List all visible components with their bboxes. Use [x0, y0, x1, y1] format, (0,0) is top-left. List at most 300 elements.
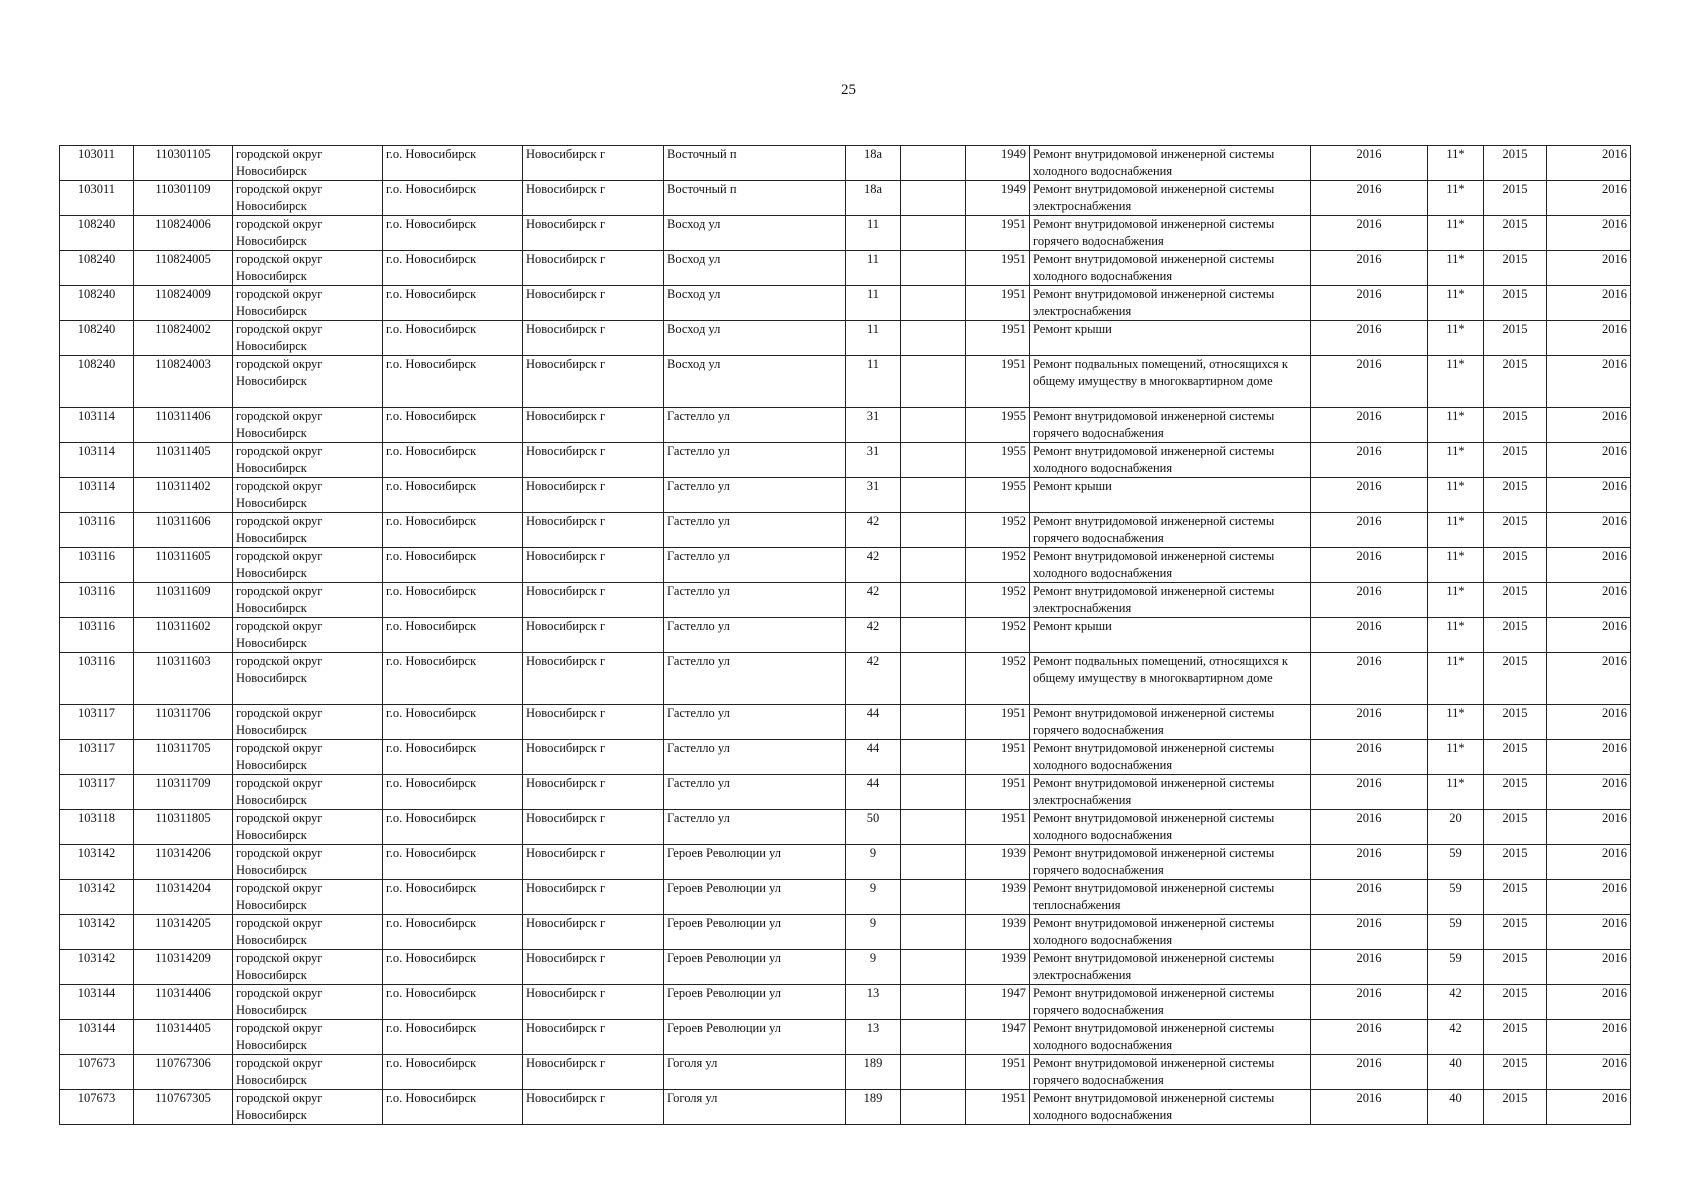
cell-work-type: Ремонт крыши	[1030, 321, 1311, 356]
cell-municipality: городской округ Новосибирск	[233, 216, 383, 251]
cell-element-id: 110311706	[134, 705, 233, 740]
cell-building	[901, 705, 966, 740]
cell-house-id: 103142	[60, 845, 134, 880]
table-row	[60, 1020, 1631, 1055]
table-row	[60, 705, 1631, 740]
table-row	[60, 915, 1631, 950]
cell-building	[901, 146, 966, 181]
cell-plan-year: 2016	[1311, 513, 1428, 548]
cell-house-number: 11	[846, 216, 901, 251]
cell-settlement: Новосибирск г	[523, 740, 664, 775]
cell-start-year: 2015	[1484, 950, 1547, 985]
cell-settlement: Новосибирск г	[523, 443, 664, 478]
cell-end-year: 2016	[1547, 1020, 1631, 1055]
cell-house-id: 103114	[60, 408, 134, 443]
cell-street: Восход ул	[664, 216, 846, 251]
cell-street: Героев Революции ул	[664, 1020, 846, 1055]
cell-apartments: 40	[1428, 1090, 1484, 1125]
cell-element-id: 110311605	[134, 548, 233, 583]
cell-built-year: 1949	[966, 181, 1030, 216]
cell-apartments: 59	[1428, 915, 1484, 950]
cell-settlement: Новосибирск г	[523, 146, 664, 181]
cell-start-year: 2015	[1484, 915, 1547, 950]
cell-apartments: 42	[1428, 1020, 1484, 1055]
cell-house-number: 50	[846, 810, 901, 845]
cell-building	[901, 478, 966, 513]
cell-street: Гастелло ул	[664, 775, 846, 810]
cell-house-id: 103117	[60, 740, 134, 775]
cell-street: Героев Революции ул	[664, 985, 846, 1020]
cell-settlement: Новосибирск г	[523, 478, 664, 513]
cell-apartments: 11*	[1428, 408, 1484, 443]
cell-element-id: 110301105	[134, 146, 233, 181]
cell-end-year: 2016	[1547, 146, 1631, 181]
cell-end-year: 2016	[1547, 583, 1631, 618]
cell-plan-year: 2016	[1311, 443, 1428, 478]
cell-building	[901, 810, 966, 845]
cell-built-year: 1951	[966, 216, 1030, 251]
cell-municipal-formation: г.о. Новосибирск	[383, 810, 523, 845]
cell-apartments: 11*	[1428, 775, 1484, 810]
cell-element-id: 110311602	[134, 618, 233, 653]
cell-plan-year: 2016	[1311, 653, 1428, 705]
cell-built-year: 1955	[966, 478, 1030, 513]
cell-building	[901, 513, 966, 548]
cell-element-id: 110311805	[134, 810, 233, 845]
cell-element-id: 110311405	[134, 443, 233, 478]
cell-end-year: 2016	[1547, 286, 1631, 321]
cell-house-number: 31	[846, 443, 901, 478]
cell-municipality: городской округ Новосибирск	[233, 950, 383, 985]
cell-end-year: 2016	[1547, 356, 1631, 408]
cell-end-year: 2016	[1547, 950, 1631, 985]
cell-element-id: 110824009	[134, 286, 233, 321]
cell-plan-year: 2016	[1311, 618, 1428, 653]
cell-start-year: 2015	[1484, 705, 1547, 740]
cell-building	[901, 408, 966, 443]
cell-settlement: Новосибирск г	[523, 408, 664, 443]
table-row	[60, 618, 1631, 653]
table-row	[60, 1090, 1631, 1125]
table-row	[60, 775, 1631, 810]
cell-street: Гастелло ул	[664, 478, 846, 513]
cell-built-year: 1949	[966, 146, 1030, 181]
cell-building	[901, 653, 966, 705]
cell-work-type: Ремонт крыши	[1030, 478, 1311, 513]
cell-building	[901, 915, 966, 950]
cell-element-id: 110314406	[134, 985, 233, 1020]
cell-street: Героев Революции ул	[664, 915, 846, 950]
cell-municipal-formation: г.о. Новосибирск	[383, 915, 523, 950]
cell-municipal-formation: г.о. Новосибирск	[383, 775, 523, 810]
cell-municipal-formation: г.о. Новосибирск	[383, 408, 523, 443]
cell-end-year: 2016	[1547, 1090, 1631, 1125]
cell-element-id: 110824006	[134, 216, 233, 251]
cell-street: Восточный п	[664, 181, 846, 216]
cell-built-year: 1951	[966, 1055, 1030, 1090]
cell-house-id: 103117	[60, 775, 134, 810]
cell-start-year: 2015	[1484, 146, 1547, 181]
cell-municipal-formation: г.о. Новосибирск	[383, 286, 523, 321]
cell-end-year: 2016	[1547, 915, 1631, 950]
cell-settlement: Новосибирск г	[523, 845, 664, 880]
table-row	[60, 653, 1631, 705]
cell-start-year: 2015	[1484, 478, 1547, 513]
cell-building	[901, 251, 966, 286]
cell-built-year: 1951	[966, 251, 1030, 286]
cell-house-number: 18а	[846, 181, 901, 216]
cell-municipality: городской округ Новосибирск	[233, 845, 383, 880]
cell-house-number: 31	[846, 478, 901, 513]
cell-municipal-formation: г.о. Новосибирск	[383, 548, 523, 583]
cell-end-year: 2016	[1547, 548, 1631, 583]
cell-built-year: 1947	[966, 1020, 1030, 1055]
cell-settlement: Новосибирск г	[523, 985, 664, 1020]
cell-work-type: Ремонт внутридомовой инженерной системы электроснабжения	[1030, 181, 1311, 216]
cell-start-year: 2015	[1484, 408, 1547, 443]
cell-building	[901, 845, 966, 880]
cell-apartments: 11*	[1428, 618, 1484, 653]
cell-apartments: 40	[1428, 1055, 1484, 1090]
cell-house-id: 108240	[60, 286, 134, 321]
cell-element-id: 110767306	[134, 1055, 233, 1090]
cell-municipal-formation: г.о. Новосибирск	[383, 1020, 523, 1055]
cell-street: Гастелло ул	[664, 705, 846, 740]
cell-municipality: городской округ Новосибирск	[233, 408, 383, 443]
cell-house-id: 107673	[60, 1055, 134, 1090]
cell-work-type: Ремонт внутридомовой инженерной системы холодного водоснабжения	[1030, 1020, 1311, 1055]
cell-municipal-formation: г.о. Новосибирск	[383, 513, 523, 548]
cell-plan-year: 2016	[1311, 216, 1428, 251]
table-body	[60, 146, 1631, 1125]
cell-house-id: 108240	[60, 356, 134, 408]
cell-built-year: 1955	[966, 408, 1030, 443]
registry-table	[59, 145, 1631, 1125]
cell-house-number: 9	[846, 915, 901, 950]
cell-plan-year: 2016	[1311, 478, 1428, 513]
cell-element-id: 110314205	[134, 915, 233, 950]
cell-built-year: 1952	[966, 618, 1030, 653]
cell-work-type: Ремонт внутридомовой инженерной системы электроснабжения	[1030, 775, 1311, 810]
cell-element-id: 110767305	[134, 1090, 233, 1125]
table-row	[60, 443, 1631, 478]
cell-municipality: городской округ Новосибирск	[233, 321, 383, 356]
cell-start-year: 2015	[1484, 810, 1547, 845]
cell-house-number: 44	[846, 705, 901, 740]
cell-house-id: 103116	[60, 583, 134, 618]
cell-house-number: 31	[846, 408, 901, 443]
cell-work-type: Ремонт внутридомовой инженерной системы холодного водоснабжения	[1030, 146, 1311, 181]
cell-house-id: 103116	[60, 513, 134, 548]
cell-start-year: 2015	[1484, 1020, 1547, 1055]
cell-building	[901, 181, 966, 216]
cell-built-year: 1951	[966, 321, 1030, 356]
cell-apartments: 11*	[1428, 146, 1484, 181]
cell-work-type: Ремонт внутридомовой инженерной системы горячего водоснабжения	[1030, 705, 1311, 740]
cell-element-id: 110311603	[134, 653, 233, 705]
cell-house-number: 11	[846, 286, 901, 321]
cell-municipality: городской округ Новосибирск	[233, 356, 383, 408]
cell-apartments: 11*	[1428, 478, 1484, 513]
cell-built-year: 1952	[966, 548, 1030, 583]
cell-work-type: Ремонт внутридомовой инженерной системы горячего водоснабжения	[1030, 408, 1311, 443]
cell-plan-year: 2016	[1311, 845, 1428, 880]
cell-municipal-formation: г.о. Новосибирск	[383, 1090, 523, 1125]
cell-house-number: 13	[846, 1020, 901, 1055]
cell-end-year: 2016	[1547, 1055, 1631, 1090]
cell-street: Гастелло ул	[664, 618, 846, 653]
cell-plan-year: 2016	[1311, 810, 1428, 845]
cell-building	[901, 216, 966, 251]
table-row	[60, 181, 1631, 216]
cell-house-number: 42	[846, 583, 901, 618]
cell-work-type: Ремонт внутридомовой инженерной системы холодного водоснабжения	[1030, 443, 1311, 478]
cell-element-id: 110311705	[134, 740, 233, 775]
cell-house-number: 9	[846, 845, 901, 880]
table-row	[60, 950, 1631, 985]
cell-settlement: Новосибирск г	[523, 705, 664, 740]
cell-built-year: 1951	[966, 356, 1030, 408]
cell-start-year: 2015	[1484, 985, 1547, 1020]
cell-street: Гастелло ул	[664, 583, 846, 618]
cell-plan-year: 2016	[1311, 880, 1428, 915]
cell-work-type: Ремонт внутридомовой инженерной системы холодного водоснабжения	[1030, 810, 1311, 845]
cell-settlement: Новосибирск г	[523, 880, 664, 915]
cell-end-year: 2016	[1547, 740, 1631, 775]
cell-start-year: 2015	[1484, 653, 1547, 705]
cell-plan-year: 2016	[1311, 1055, 1428, 1090]
cell-settlement: Новосибирск г	[523, 915, 664, 950]
cell-building	[901, 880, 966, 915]
cell-building	[901, 775, 966, 810]
cell-built-year: 1952	[966, 513, 1030, 548]
cell-municipal-formation: г.о. Новосибирск	[383, 880, 523, 915]
cell-work-type: Ремонт внутридомовой инженерной системы теплоснабжения	[1030, 880, 1311, 915]
cell-settlement: Новосибирск г	[523, 513, 664, 548]
cell-plan-year: 2016	[1311, 950, 1428, 985]
cell-street: Гоголя ул	[664, 1090, 846, 1125]
cell-street: Гоголя ул	[664, 1055, 846, 1090]
cell-municipal-formation: г.о. Новосибирск	[383, 478, 523, 513]
cell-built-year: 1952	[966, 653, 1030, 705]
cell-street: Гастелло ул	[664, 810, 846, 845]
page-number: 25	[841, 82, 856, 98]
cell-street: Восход ул	[664, 286, 846, 321]
cell-house-id: 103116	[60, 618, 134, 653]
cell-house-number: 11	[846, 321, 901, 356]
cell-plan-year: 2016	[1311, 548, 1428, 583]
cell-end-year: 2016	[1547, 618, 1631, 653]
cell-municipal-formation: г.о. Новосибирск	[383, 740, 523, 775]
cell-settlement: Новосибирск г	[523, 775, 664, 810]
cell-built-year: 1939	[966, 880, 1030, 915]
cell-municipal-formation: г.о. Новосибирск	[383, 583, 523, 618]
cell-house-id: 103011	[60, 181, 134, 216]
cell-building	[901, 1090, 966, 1125]
cell-municipal-formation: г.о. Новосибирск	[383, 653, 523, 705]
cell-element-id: 110314209	[134, 950, 233, 985]
cell-element-id: 110301109	[134, 181, 233, 216]
cell-plan-year: 2016	[1311, 775, 1428, 810]
cell-end-year: 2016	[1547, 408, 1631, 443]
cell-street: Восход ул	[664, 321, 846, 356]
cell-municipality: городской округ Новосибирск	[233, 478, 383, 513]
cell-municipality: городской округ Новосибирск	[233, 1090, 383, 1125]
cell-building	[901, 443, 966, 478]
cell-municipality: городской округ Новосибирск	[233, 146, 383, 181]
cell-start-year: 2015	[1484, 583, 1547, 618]
cell-settlement: Новосибирск г	[523, 251, 664, 286]
cell-house-id: 103011	[60, 146, 134, 181]
cell-municipality: городской округ Новосибирск	[233, 286, 383, 321]
cell-house-number: 42	[846, 548, 901, 583]
cell-start-year: 2015	[1484, 321, 1547, 356]
cell-start-year: 2015	[1484, 181, 1547, 216]
cell-start-year: 2015	[1484, 251, 1547, 286]
cell-house-number: 18а	[846, 146, 901, 181]
cell-work-type: Ремонт внутридомовой инженерной системы электроснабжения	[1030, 950, 1311, 985]
cell-apartments: 11*	[1428, 548, 1484, 583]
table-row	[60, 880, 1631, 915]
cell-built-year: 1947	[966, 985, 1030, 1020]
cell-house-id: 103114	[60, 478, 134, 513]
cell-start-year: 2015	[1484, 775, 1547, 810]
cell-house-number: 9	[846, 880, 901, 915]
table-row	[60, 146, 1631, 181]
cell-settlement: Новосибирск г	[523, 1055, 664, 1090]
table-row	[60, 513, 1631, 548]
cell-municipality: городской округ Новосибирск	[233, 915, 383, 950]
cell-house-number: 11	[846, 356, 901, 408]
cell-start-year: 2015	[1484, 356, 1547, 408]
cell-start-year: 2015	[1484, 740, 1547, 775]
cell-building	[901, 286, 966, 321]
cell-building	[901, 356, 966, 408]
cell-house-number: 44	[846, 775, 901, 810]
cell-street: Героев Революции ул	[664, 950, 846, 985]
cell-settlement: Новосибирск г	[523, 356, 664, 408]
cell-street: Гастелло ул	[664, 513, 846, 548]
cell-element-id: 110824003	[134, 356, 233, 408]
cell-end-year: 2016	[1547, 775, 1631, 810]
cell-building	[901, 985, 966, 1020]
cell-house-id: 103118	[60, 810, 134, 845]
cell-element-id: 110314405	[134, 1020, 233, 1055]
cell-end-year: 2016	[1547, 443, 1631, 478]
cell-house-id: 103116	[60, 548, 134, 583]
cell-start-year: 2015	[1484, 216, 1547, 251]
cell-start-year: 2015	[1484, 513, 1547, 548]
cell-municipality: городской округ Новосибирск	[233, 583, 383, 618]
cell-apartments: 11*	[1428, 321, 1484, 356]
cell-apartments: 11*	[1428, 653, 1484, 705]
cell-house-id: 107673	[60, 1090, 134, 1125]
cell-street: Гастелло ул	[664, 443, 846, 478]
cell-element-id: 110311606	[134, 513, 233, 548]
table-row	[60, 985, 1631, 1020]
cell-building	[901, 583, 966, 618]
cell-work-type: Ремонт внутридомовой инженерной системы горячего водоснабжения	[1030, 513, 1311, 548]
cell-apartments: 59	[1428, 950, 1484, 985]
cell-house-number: 9	[846, 950, 901, 985]
cell-work-type: Ремонт внутридомовой инженерной системы горячего водоснабжения	[1030, 985, 1311, 1020]
cell-work-type: Ремонт внутридомовой инженерной системы холодного водоснабжения	[1030, 251, 1311, 286]
cell-municipality: городской округ Новосибирск	[233, 775, 383, 810]
cell-settlement: Новосибирск г	[523, 810, 664, 845]
cell-municipal-formation: г.о. Новосибирск	[383, 321, 523, 356]
cell-plan-year: 2016	[1311, 1020, 1428, 1055]
cell-start-year: 2015	[1484, 1055, 1547, 1090]
cell-plan-year: 2016	[1311, 1090, 1428, 1125]
cell-house-id: 108240	[60, 321, 134, 356]
cell-municipality: городской округ Новосибирск	[233, 1055, 383, 1090]
cell-end-year: 2016	[1547, 321, 1631, 356]
cell-apartments: 59	[1428, 845, 1484, 880]
cell-start-year: 2015	[1484, 880, 1547, 915]
cell-built-year: 1952	[966, 583, 1030, 618]
cell-building	[901, 1055, 966, 1090]
cell-work-type: Ремонт подвальных помещений, относящихся к общему имуществу в многоквартирном доме	[1030, 653, 1311, 705]
cell-building	[901, 618, 966, 653]
cell-work-type: Ремонт внутридомовой инженерной системы электроснабжения	[1030, 286, 1311, 321]
cell-municipality: городской округ Новосибирск	[233, 181, 383, 216]
cell-municipal-formation: г.о. Новосибирск	[383, 618, 523, 653]
cell-apartments: 11*	[1428, 513, 1484, 548]
cell-built-year: 1951	[966, 810, 1030, 845]
cell-start-year: 2015	[1484, 286, 1547, 321]
cell-work-type: Ремонт внутридомовой инженерной системы холодного водоснабжения	[1030, 1090, 1311, 1125]
cell-street: Гастелло ул	[664, 653, 846, 705]
cell-house-number: 189	[846, 1090, 901, 1125]
cell-building	[901, 950, 966, 985]
cell-municipal-formation: г.о. Новосибирск	[383, 443, 523, 478]
cell-plan-year: 2016	[1311, 146, 1428, 181]
cell-end-year: 2016	[1547, 216, 1631, 251]
cell-start-year: 2015	[1484, 548, 1547, 583]
cell-element-id: 110314204	[134, 880, 233, 915]
table-row	[60, 740, 1631, 775]
table-row	[60, 478, 1631, 513]
cell-apartments: 11*	[1428, 216, 1484, 251]
cell-apartments: 11*	[1428, 181, 1484, 216]
cell-municipality: городской округ Новосибирск	[233, 880, 383, 915]
cell-apartments: 11*	[1428, 443, 1484, 478]
cell-end-year: 2016	[1547, 810, 1631, 845]
cell-apartments: 11*	[1428, 740, 1484, 775]
cell-apartments: 42	[1428, 985, 1484, 1020]
cell-built-year: 1951	[966, 705, 1030, 740]
cell-plan-year: 2016	[1311, 181, 1428, 216]
cell-apartments: 11*	[1428, 286, 1484, 321]
cell-house-id: 103116	[60, 653, 134, 705]
cell-settlement: Новосибирск г	[523, 321, 664, 356]
cell-built-year: 1939	[966, 915, 1030, 950]
cell-apartments: 11*	[1428, 705, 1484, 740]
cell-work-type: Ремонт внутридомовой инженерной системы горячего водоснабжения	[1030, 845, 1311, 880]
cell-plan-year: 2016	[1311, 286, 1428, 321]
cell-end-year: 2016	[1547, 251, 1631, 286]
cell-house-number: 189	[846, 1055, 901, 1090]
cell-built-year: 1951	[966, 1090, 1030, 1125]
cell-start-year: 2015	[1484, 618, 1547, 653]
cell-municipal-formation: г.о. Новосибирск	[383, 216, 523, 251]
cell-settlement: Новосибирск г	[523, 950, 664, 985]
cell-element-id: 110311406	[134, 408, 233, 443]
cell-municipality: городской округ Новосибирск	[233, 251, 383, 286]
cell-element-id: 110311402	[134, 478, 233, 513]
cell-work-type: Ремонт внутридомовой инженерной системы холодного водоснабжения	[1030, 915, 1311, 950]
cell-work-type: Ремонт внутридомовой инженерной системы холодного водоснабжения	[1030, 548, 1311, 583]
